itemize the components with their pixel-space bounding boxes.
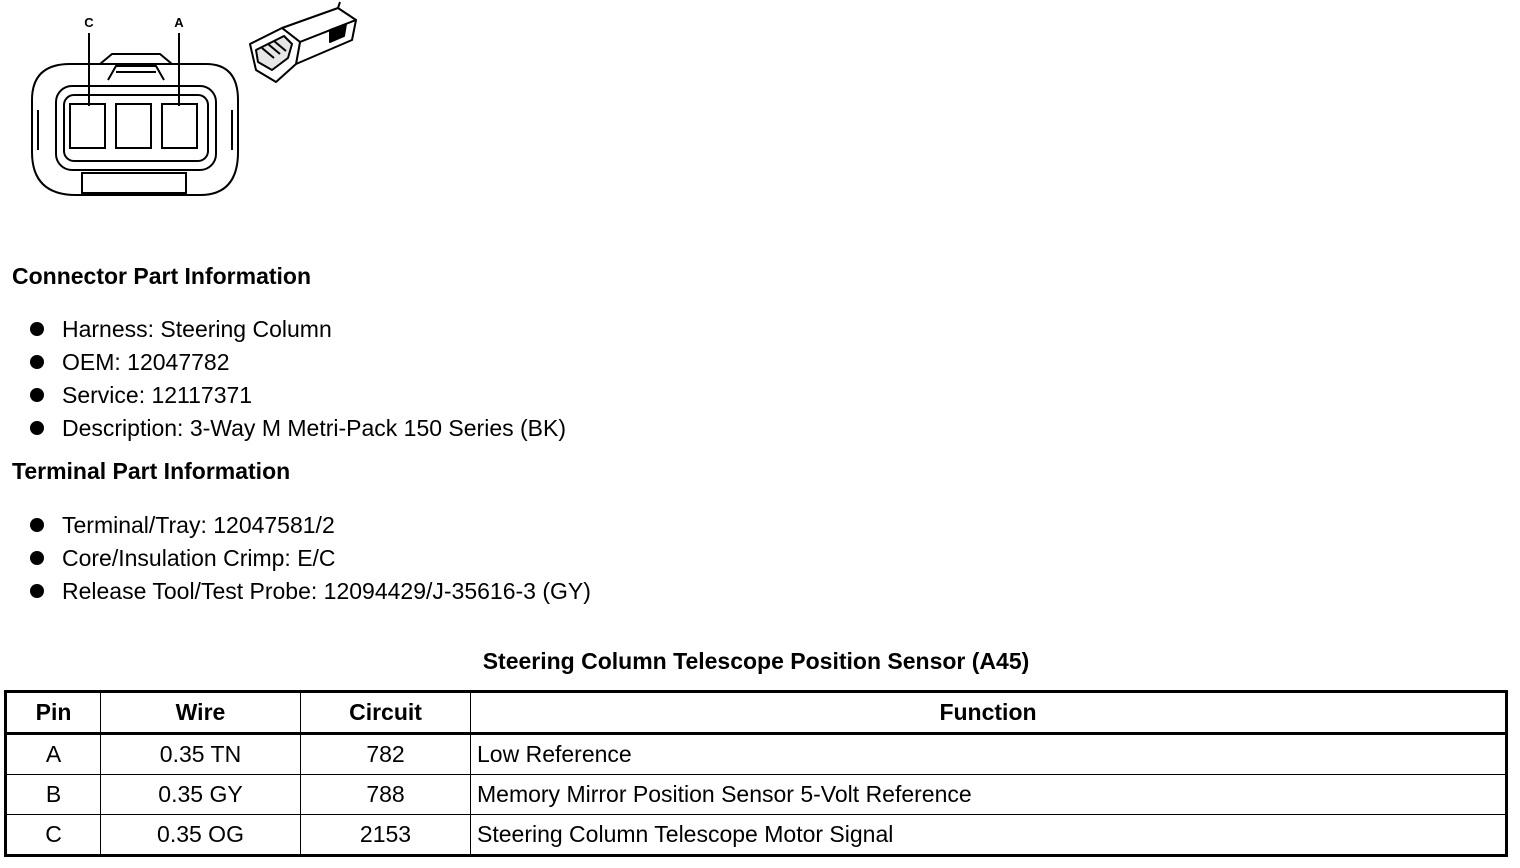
list-item-text: Terminal/Tray: 12047581/2 — [62, 512, 335, 538]
list-item-text: Core/Insulation Crimp: E/C — [62, 545, 336, 571]
table-row — [6, 775, 1507, 815]
bullet-icon — [30, 421, 44, 435]
bullet-icon — [30, 551, 44, 565]
list-item — [28, 509, 591, 542]
bullet-icon — [30, 388, 44, 402]
table-row — [6, 815, 1507, 856]
list-item — [28, 575, 591, 608]
cell-pin: B — [6, 775, 101, 815]
cell-circuit: 782 — [301, 734, 471, 775]
connector-face-inner — [56, 86, 216, 170]
pinout-table — [4, 690, 1508, 857]
list-item-text: Release Tool/Test Probe: 12094429/J-35616-3 (GY) — [62, 578, 591, 604]
bullet-icon — [30, 355, 44, 369]
cell-circuit: 788 — [301, 775, 471, 815]
bullet-icon — [30, 322, 44, 336]
header-wire: Wire — [101, 692, 301, 734]
cell-function: Low Reference — [471, 734, 1507, 775]
cavity-c — [70, 104, 105, 148]
cell-wire: 0.35 TN — [101, 734, 301, 775]
list-item — [28, 313, 566, 346]
cell-wire: 0.35 GY — [101, 775, 301, 815]
cavity-a — [162, 104, 197, 148]
cell-pin: A — [6, 734, 101, 775]
locking-tab — [100, 54, 172, 64]
header-circuit: Circuit — [301, 692, 471, 734]
list-item — [28, 542, 591, 575]
cavity-b — [116, 104, 151, 148]
connector-diagram — [0, 0, 380, 205]
connector-isometric-icon — [250, 2, 356, 82]
cell-wire: 0.35 OG — [101, 815, 301, 856]
cell-pin: C — [6, 815, 101, 856]
list-item-text: Harness: Steering Column — [62, 316, 332, 342]
header-pin: Pin — [6, 692, 101, 734]
table-row — [6, 734, 1507, 775]
list-item — [28, 346, 566, 379]
list-item — [28, 412, 566, 445]
table-title: Steering Column Telescope Position Sensor (A45) — [482, 648, 1030, 674]
table-header-row — [6, 692, 1507, 734]
header-function: Function — [471, 692, 1507, 734]
cell-function: Memory Mirror Position Sensor 5-Volt Reference — [471, 775, 1507, 815]
terminal-part-info-list — [28, 509, 591, 608]
bullet-icon — [30, 518, 44, 532]
bullet-icon — [30, 584, 44, 598]
list-item — [28, 379, 566, 412]
terminal-part-info-heading: Terminal Part Information — [12, 458, 291, 484]
pin-label-a: A — [174, 15, 184, 30]
connector-part-info-list — [28, 313, 566, 445]
list-item-text: Description: 3-Way M Metri-Pack 150 Series (BK) — [62, 415, 567, 441]
cell-circuit: 2153 — [301, 815, 471, 856]
cell-function: Steering Column Telescope Motor Signal — [471, 815, 1507, 856]
list-item-text: OEM: 12047782 — [62, 349, 230, 375]
list-item-text: Service: 12117371 — [62, 382, 253, 408]
connector-part-info-heading: Connector Part Information — [12, 263, 312, 289]
pin-label-c: C — [84, 15, 94, 30]
connector-key — [82, 173, 186, 193]
